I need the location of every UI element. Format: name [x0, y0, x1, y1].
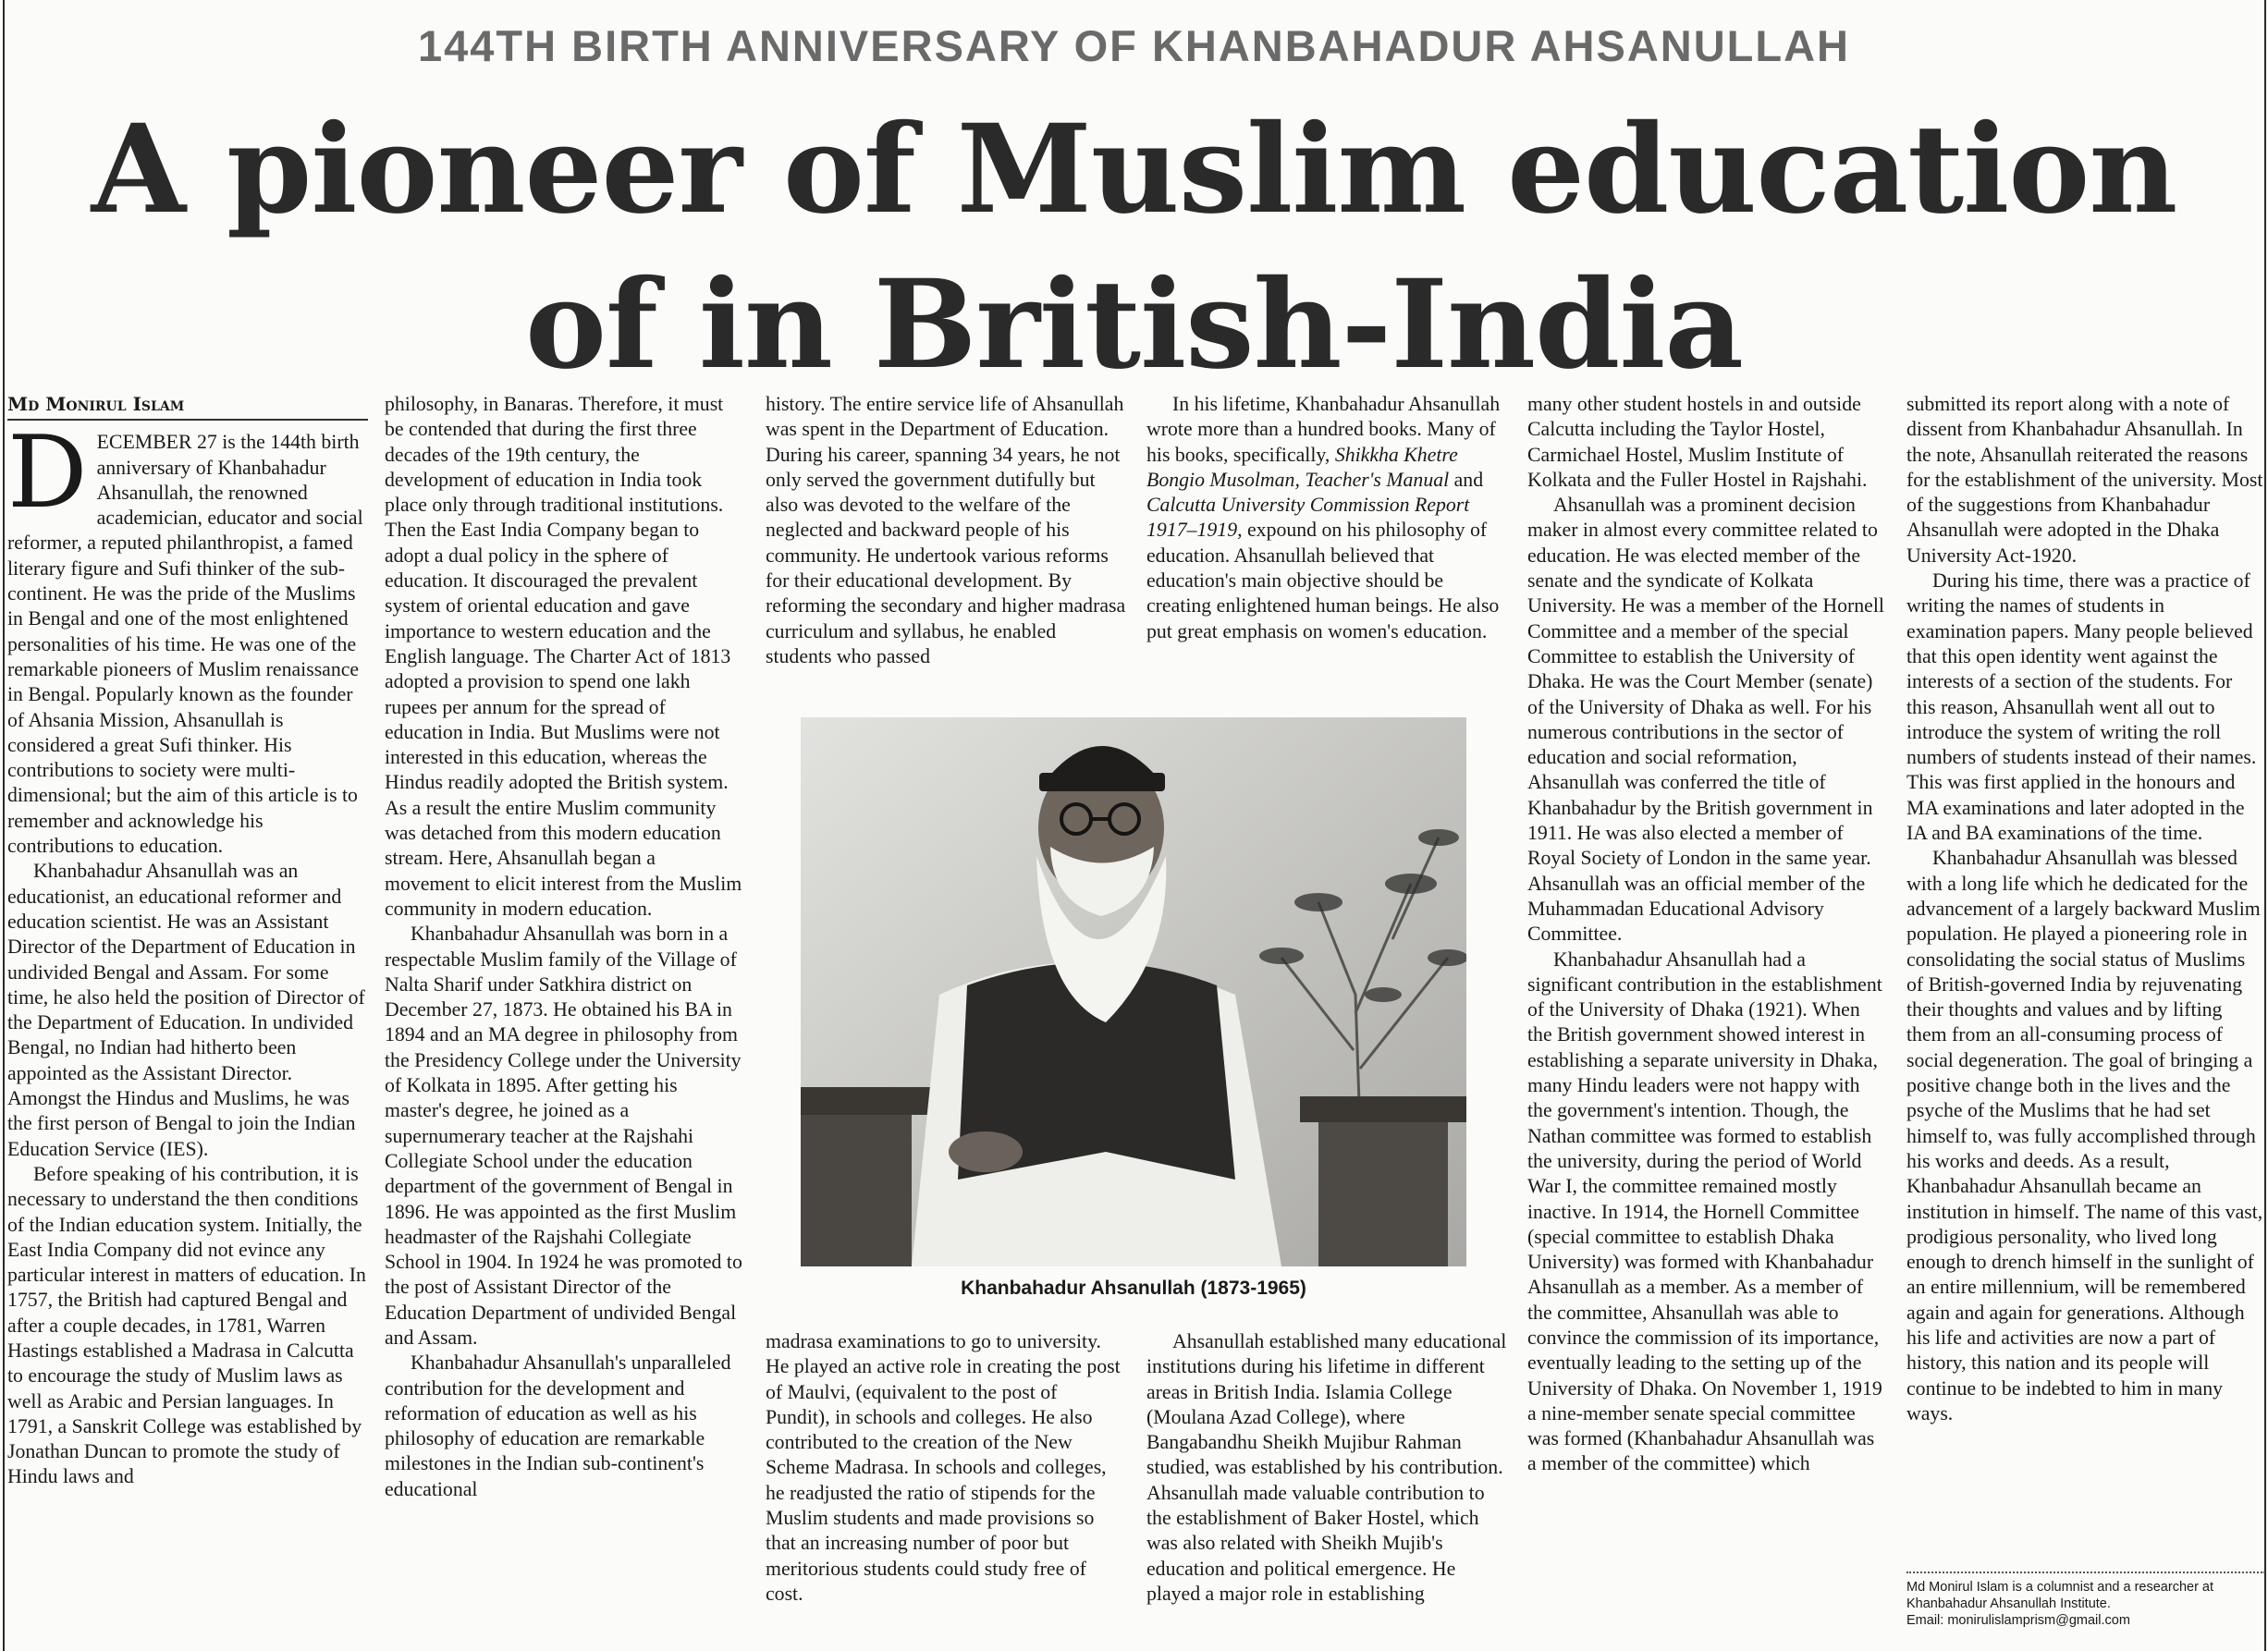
- column-4-bottom: [1146, 1329, 1507, 1649]
- paragraph: ECEMBER 27 is the 144th birth anniversary of Khanbahadur Ahsanullah, the renowned academician, educator and social reformer, a reputed philanthropist, a famed literary figure and Sufi thinker of the sub-continent. He was the pride of the Muslims in Bengal and one of the most enlightened personalities of his time. He was one of the remarkable pioneers of Muslim renaissance in Bengal. Popularly known as the founder of Ahsania Mission, Ahsanullah is considered a great Sufi thinker. His contributions to society were multi-dimensional; but the aim of this article is to remember and acknowledge his contributions to education.: [7, 431, 363, 858]
- book-title: Calcutta University Commission Report 1917–1919,: [1146, 494, 1470, 542]
- kicker: 144TH BIRTH ANNIVERSARY OF KHANBAHADUR AHSANULLAH: [418, 21, 1850, 70]
- text-run: and: [1449, 468, 1484, 491]
- paragraph: Ahsanullah established many educational institutions during his lifetime in different areas in British India. Islamia College (Moulana Azad College), where Bangabandhu Sheikh Mujibur Rahman studied, was established by his contribution. Ahsanullah made valuable contribution to the establishment of Baker Hostel, which was also related with Sheikh Mujib's education and political emergence. He played a major role in establishing: [1146, 1330, 1507, 1605]
- text-run: In his lifetime, Khanbahadur Ahsanullah wrote more than a hundred books. Many of his books, specifically,: [1146, 393, 1501, 466]
- column-4-top: [1146, 392, 1507, 706]
- column-1: [7, 392, 368, 1649]
- headline-line-2: of in British-India: [525, 253, 1743, 397]
- column-3-bottom: [766, 1329, 1126, 1649]
- paragraph: [1146, 392, 1507, 644]
- text-run: expound on his philosophy of education. Ahsanullah believed that education's main objective should be creating enlightened human beings. He also put great emphasis on women's education.: [1146, 519, 1500, 642]
- paragraph: many other student hostels in and outside Calcutta including the Taylor Hostel, Carmichael Hostel, Muslim Institute of Kolkata and the Fuller Hostel in Rajshahi.: [1527, 393, 1868, 491]
- paragraph: Khanbahadur Ahsanullah was born in a respectable Muslim family of the Village of Nalta Sharif under Satkhira district on December 27, 1873. He obtained his BA in 1894 and an MA degree in philosophy from the Presidency College under the University of Kolkata in 1895. After getting his master's degree, he joined as a supernumerary teacher at the Rajshahi Collegiate School under the education department of the government of Bengal in 1896. He was appointed as the first Muslim headmaster of the Rajshahi Collegiate School in 1904. In 1924 he was promoted to the post of Assistant Director of the Education Department of undivided Bengal and Assam.: [385, 923, 742, 1349]
- portrait-photo: [801, 717, 1466, 1266]
- headline-line-1: A pioneer of Muslim education: [91, 98, 2177, 241]
- paragraph: Khanbahadur Ahsanullah had a significant contribution in the establishment of the University of Dhaka (1921). When the British government showed interest in establishing a separate university in Dhaka, many Hindu leaders were not happy with the government's intention. Though, the Nathan committee was formed to establish the university, during the period of World War I, the committee remained mostly inactive. In 1914, the Hornell Committee (special committee to establish Dhaka University) was formed with Khanbahadur Ahsanullah as a member. As a member of the committee, Ahsanullah was able to convince the commission of its importance, eventually leading to the setting up of the University of Dhaka. On November 1, 1919 a nine-member senate special committee was formed (Khanbahadur Ahsanullah was a member of the committee) which: [1527, 948, 1882, 1475]
- paragraph: Before speaking of his contribution, it is necessary to understand the then conditions of the Indian education system. Initially, the East India Company did not evince any particular interest in matters of education. In 1757, the British had captured Bengal and after a couple decades, in 1781, Warren Hastings established a Madrasa in Calcutta to encourage the study of Muslim laws as well as Arabic and Persian languages. In 1791, a Sanskrit College was established by Jonathan Duncan to promote the study of Hindu laws and: [7, 1162, 366, 1488]
- author-email: Email: monirulislamprism@gmail.com: [1906, 1613, 2130, 1628]
- drop-cap: D: [7, 415, 88, 532]
- paragraph: submitted its report along with a note of dissent from Khanbahadur Ahsanullah. In the note, Ahsanullah reiterated the reasons for the establishment of the university. Most of the suggestions from Khanbahadur Ahsanullah were adopted in the Dhaka University Act-1920.: [1906, 393, 2263, 567]
- byline: Md Monirul Islam: [7, 392, 368, 421]
- column-2: [385, 392, 745, 1649]
- photo-caption: Khanbahadur Ahsanullah (1873-1965): [961, 1278, 1306, 1299]
- paragraph: Khanbahadur Ahsanullah was blessed with a long life which he dedicated for the advancement of a largely backward Muslim population. He played a pioneering role in consolidating the social status of Muslims of British-governed India by rejuvenating their thoughts and values and by lifting them from an all-consuming process of social degeneration. The goal of bringing a positive change both in the lives and the psyche of the Muslims that he had set himself to, was fully accomplished through his works and deeds. As a result, Khanbahadur Ahsanullah became an institution in himself. The name of this vast, prodigious personality, who lived long enough to drench himself in the sunlight of an entire millennium, will be remembered again and again for generations. Although his life and activities are now a part of history, this nation and its people will continue to be indebted to him in many ways.: [1906, 847, 2263, 1425]
- paragraph: Khanbahadur Ahsanullah was an educationist, an educational reformer and education scientist. He was an Assistant Director of the Department of Education in undivided Bengal and Assam. For some time, he also held the position of Director of the Department of Education. In undivided Bengal, no Indian had hitherto been appointed as the Assistant Director. Amongst the Hindus and Muslims, he was the first person of Bengal to join the Indian Education Service (IES).: [7, 860, 365, 1160]
- headline: [0, 92, 2268, 403]
- paragraph: Khanbahadur Ahsanullah's unparalleled contribution for the development and reformation of education as well as his philosophy of education are remarkable milestones in the Indian sub-continent's educational: [385, 1351, 731, 1500]
- column-5: [1527, 392, 1888, 1649]
- book-title: Shikkha Khetre Bongio Musolman, Teacher's Manual: [1146, 443, 1458, 491]
- paragraph: philosophy, in Banaras. Therefore, it must be contended that during the first three decades of the 19th century, the development of education in India took place only through traditional institutions. Then the East India Company began to adopt a dual policy in the sphere of education. It discouraged the prevalent system of oriental education and gave importance to western education and the English language. The Charter Act of 1813 adopted a provision to spend one lakh rupees per annum for the spread of education in India. But Muslims were not interested in this education, whereas the Hindus readily adopted the British system. As a result the entire Muslim community was detached from this modern education stream. Here, Ahsanullah began a movement to elicit interest from the Muslim community in modern education.: [385, 393, 742, 920]
- author-bio: [1906, 1572, 2265, 1629]
- paragraph: madrasa examinations to go to university. He played an active role in creating the post of Maulvi, (equivalent to the post of Pundit), in schools and colleges. He also contributed to the creation of the New Scheme Madrasa. In schools and colleges, he readjusted the ratio of stipends for the Muslim students and made provisions so that an increasing number of poor but meritorious students could study free of cost.: [766, 1330, 1121, 1605]
- paragraph: history. The entire service life of Ahsanullah was spent in the Department of Education. During his career, spanning 34 years, he not only served the government dutifully but also was devoted to the welfare of the neglected and backward people of his community. He undertook various reforms for their educational development. By reforming the secondary and higher madrasa curriculum and syllabus, he enabled students who passed: [766, 393, 1126, 667]
- paragraph: Ahsanullah was a prominent decision maker in almost every committee related to education. He was elected member of the senate and the syndicate of Kolkata University. He was a member of the Hornell Committee and a member of the special Committee to establish the University of Dhaka. He was the Court Member (senate) of the University of Dhaka as well. For his numerous contributions in the sector of education and social reformation, Ahsanullah was conferred the title of Khanbahadur by the British government in 1911. He was also elected a member of Royal Society of London in the same year. Ahsanullah was an official member of the Muhammadan Educational Advisory Committee.: [1527, 494, 1884, 946]
- column-6: [1906, 392, 2265, 1566]
- column-3-top: [766, 392, 1126, 706]
- paragraph: During his time, there was a practice of writing the names of students in examination papers. Many people believed that this open identity went against the interests of a section of the students. For this reason, Ahsanullah went all out to introduce the system of writing the roll numbers of students instead of their names. This was first applied in the honours and MA examinations and later adopted in the IA and BA examinations of the time.: [1906, 569, 2257, 845]
- portrait-illustration: [801, 717, 1466, 1266]
- author-bio-text: Md Monirul Islam is a columnist and a researcher at Khanbahadur Ahsanullah Institute.: [1906, 1580, 2214, 1611]
